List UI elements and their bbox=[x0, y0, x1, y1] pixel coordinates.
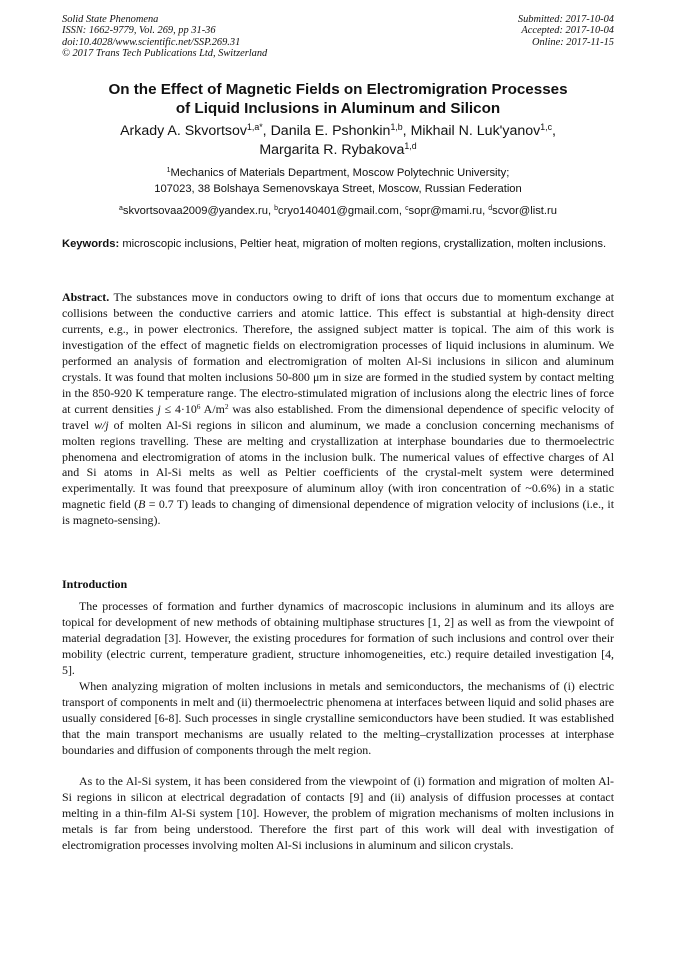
email-sup: c bbox=[405, 205, 409, 213]
current-density-value: ≤ 4·10 bbox=[160, 401, 197, 416]
email-sup: a bbox=[119, 205, 123, 213]
submitted-date: Submitted: 2017-10-04 bbox=[517, 14, 614, 25]
current-density-symbol: j bbox=[157, 401, 161, 416]
journal-doi: doi:10.4028/www.scientific.net/SSP.269.31 bbox=[62, 36, 241, 48]
introduction-heading: Introduction bbox=[62, 577, 128, 591]
title-line-1: On the Effect of Magnetic Fields on Electromigration Processes bbox=[108, 81, 568, 98]
author-list bbox=[62, 122, 614, 159]
author-affil-sup: 1,b bbox=[390, 122, 403, 133]
keywords-text: microscopic inclusions, Peltier heat, migration of molten regions, crystallization, molten inclusions. bbox=[122, 238, 607, 250]
abstract bbox=[62, 290, 614, 529]
author-name: Arkady A. Skvortsov bbox=[120, 123, 248, 139]
affiliation-line-1: Mechanics of Materials Department, Moscow Polytechnic University; bbox=[170, 167, 510, 179]
keywords-label: Keywords: bbox=[62, 238, 120, 250]
email-address[interactable]: cryo140401@gmail.com bbox=[278, 205, 399, 217]
abstract-text-1: The substances move in conductors owing to drift of ions that occurs due to momentum exchange at collisions between the conductive carriers and atomic lattice. This effect is substantial at high-density direct currents, e.g., in power electronics. Therefore, the assigned subject matter is topical. The aim of this work is investigation of the effect of magnetic fields on electromigration processes of liquid inclusions in aluminum. We performed an analysis of formation and electromigration of molten Al-Si inclusions in silicon and aluminum crystals. It was found that molten inclusions 50-800 μm in size are formed in the studied system by contact melting in the 850-920 K temperature range. The electro-stimulated migration of inclusions along the electric lines of force at current densities bbox=[62, 290, 614, 416]
affiliation-sup: 1 bbox=[166, 167, 171, 175]
email-separator: , bbox=[482, 205, 489, 217]
email-list bbox=[62, 204, 614, 218]
abstract-text-2: was also established. From the dimensional dependence of specific velocity of travel bbox=[62, 401, 614, 432]
introduction-paragraph-1: The processes of formation and further dynamics of macroscopic inclusions in aluminum and its alloys are topical for development of new methods of obtaining multiphase structures [1, 2] as well as from the viewpoint of material degradation [3]. However, the existing procedures for formation of such inclusions and control over their mobility (electric current, temperature gradient, structure inhomogeneities, etc.) require detailed investigation [4, 5]. bbox=[62, 599, 614, 677]
paper-title bbox=[62, 80, 614, 118]
accepted-date: Accepted: 2017-10-04 bbox=[521, 25, 614, 37]
email-separator: , bbox=[398, 205, 406, 217]
affiliation-line-2: 107023, 38 Bolshaya Semenovskaya Street, Moscow, Russian Federation bbox=[154, 182, 522, 195]
title-line-2: of Liquid Inclusions in Aluminum and Silicon bbox=[175, 100, 501, 117]
journal-header bbox=[62, 14, 267, 60]
author-affil-sup: 1,c bbox=[540, 122, 552, 133]
specific-velocity-symbol: w/j bbox=[94, 417, 109, 432]
current-density-unit-exponent: 2 bbox=[224, 401, 229, 411]
current-density-exponent: 6 bbox=[196, 401, 201, 411]
email-sup: b bbox=[274, 205, 279, 213]
author-affil-sup: 1,d bbox=[404, 140, 417, 151]
journal-copyright: © 2017 Trans Tech Publications Ltd, Switzerland bbox=[62, 48, 268, 60]
email-address[interactable]: sopr@mami.ru bbox=[408, 205, 483, 217]
author-name: Margarita R. Rybakova bbox=[259, 141, 405, 158]
online-date: Online: 2017-11-15 bbox=[531, 36, 614, 48]
journal-name: Solid State Phenomena bbox=[62, 14, 159, 25]
author-separator: , bbox=[551, 123, 556, 139]
email-separator: , bbox=[267, 205, 275, 217]
keywords bbox=[62, 238, 614, 252]
current-density-unit: A/m bbox=[200, 401, 225, 416]
abstract-text-3: of molten Al-Si regions in silicon and aluminum, we made a conclusion concerning mechanisms of molten regions travelling. These are melting and crystallization at interphase boundaries due to thermoelectric phenomena and electromigration of atoms in the inclusion bulk. The numerical values of effective charges of Al and Si atoms in Al-Si melts as well as Peltier coefficients of the crystal-melt system were determined experimentally. It was found that preexposure of aluminum alloy (with iron concentration of ~0.6%) in a static magnetic field ( bbox=[62, 417, 614, 512]
email-sup: d bbox=[488, 205, 493, 213]
introduction-paragraph-3: As to the Al-Si system, it has been considered from the viewpoint of (i) formation and migration of molten Al-Si regions in silicon at electrical degradation of contacts [9] and (ii) analysis of diffusion processes at contact melting in a thin-film Al-Si system [10]. However, the problem of migration mechanisms of molten inclusions in metals is far from being understood. Therefore the first part of this work will deal with investigation of electromigration processes involving molten Al-Si inclusions in aluminum and silicon crystals. bbox=[62, 774, 614, 852]
author-separator: , bbox=[402, 123, 411, 139]
introduction-paragraph-2: When analyzing migration of molten inclusions in metals and semiconductors, the mechanisms of (i) electric transport of components in melt and (ii) thermoelectric phenomena at interfaces between liquid and solid phases are usually considered [6-8]. Such processes in single crystalline semiconductors have been studied. It was established that the main transport mechanisms are usually related to the melting–crystallization processes at interphase boundaries and diffusion of components through the melt region. bbox=[62, 679, 614, 757]
dates-header bbox=[518, 14, 614, 48]
email-address[interactable]: scvor@list.ru bbox=[492, 205, 557, 217]
abstract-text-4: ) leads to changing of dimensional dependence of migration velocity of inclusions (i.e., it is magneto-sensing). bbox=[62, 497, 614, 528]
affiliation bbox=[62, 166, 614, 197]
magnetic-field-symbol: B bbox=[138, 497, 146, 512]
author-name: Danila E. Pshonkin bbox=[270, 123, 391, 139]
magnetic-field-value: = 0.7 T bbox=[145, 497, 185, 512]
author-separator: , bbox=[262, 123, 271, 139]
author-name: Mikhail N. Luk'yanov bbox=[410, 123, 541, 139]
journal-issn: ISSN: 1662-9779, Vol. 269, pp 31-36 bbox=[62, 25, 216, 37]
email-address[interactable]: skvortsovaa2009@yandex.ru bbox=[122, 205, 268, 217]
abstract-label: Abstract. bbox=[62, 290, 110, 304]
author-affil-sup: 1,a* bbox=[247, 122, 263, 133]
